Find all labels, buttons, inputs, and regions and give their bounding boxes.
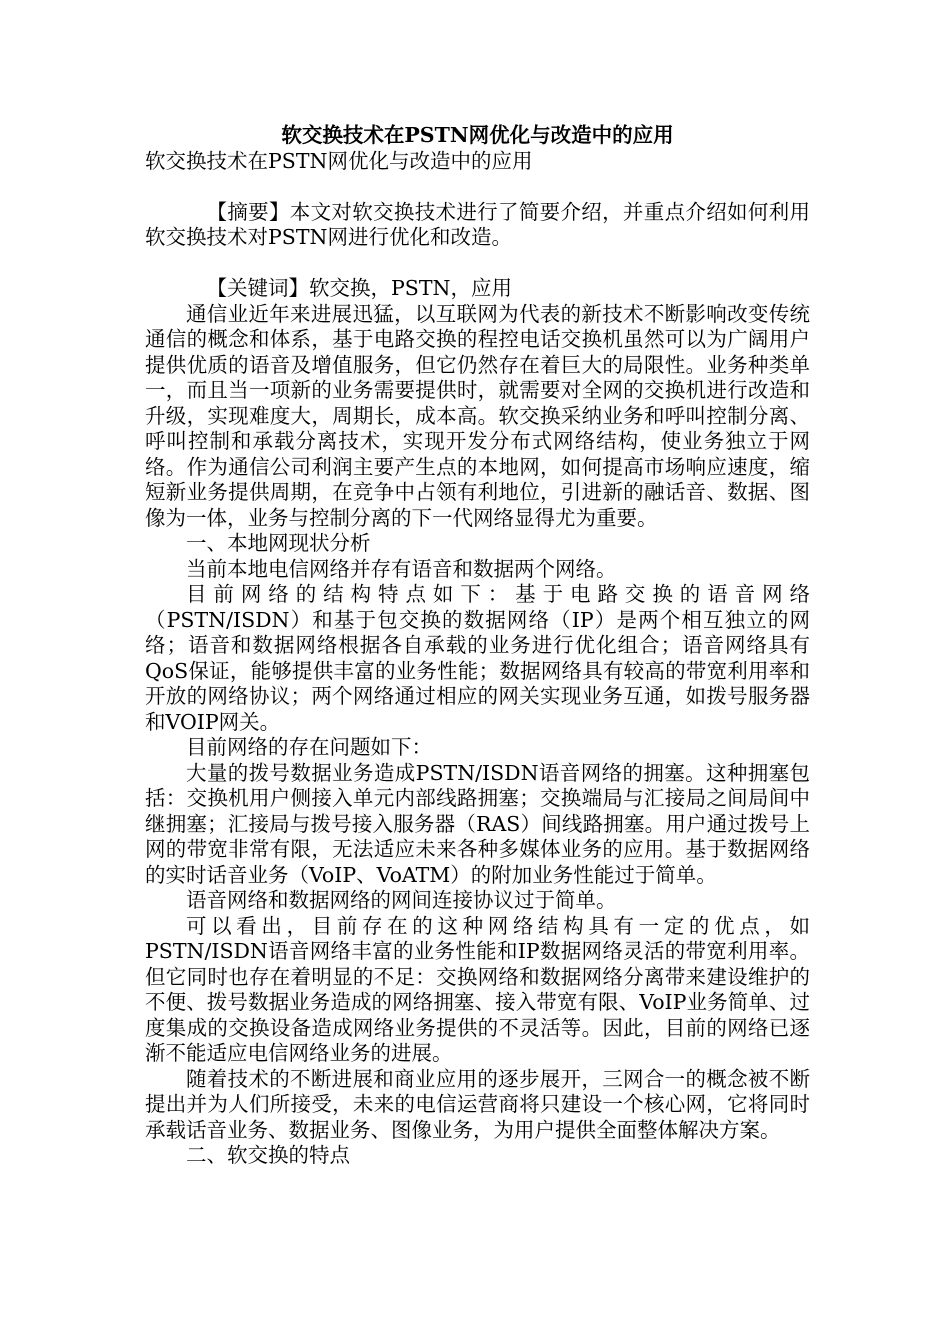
- section-heading: 一、本地网现状分析: [186, 531, 371, 555]
- body-paragraph: 通信业近年来进展迅猛，以互联网为代表的新技术不断影响改变传统通信的概念和体系，基于电路交换的程控电话交换机虽然可以为广阔用户提供优质的语音及增值服务，但它仍然存在着巨大的局限性。业务种类单一，而且当一项新的业务需要提供时，就需要对全网的交换机进行改造和升级，实现难度大，周期长，成本高。软交换采纳业务和呼叫控制分离、呼叫控制和承载分离技术，实现开发分布式网络结构，使业务独立于网络。作为通信公司利润主要产生点的本地网，如何提高市场响应速度，缩短新业务提供周期，在竞争中占领有利地位，引进新的融话音、数据、图像为一体，业务与控制分离的下一代网络显得尤为重要。: [145, 301, 810, 530]
- spacer: [145, 174, 810, 200]
- section-heading: 二、软交换的特点: [186, 1143, 350, 1167]
- body-paragraph: 大量的拨号数据业务造成PSTN/ISDN语音网络的拥塞。这种拥塞包括：交换机用户侧接入单元内部线路拥塞；交换端局与汇接局之间局间中继拥塞；汇接局与拨号接入服务器（RAS）间线路拥塞。用户通过拨号上网的带宽非常有限，无法适应未来各种多媒体业务的应用。基于数据网络的实时话音业务（VoIP、VoATM）的附加业务性能过于简单。: [145, 760, 810, 887]
- body-paragraph: 可以看出，目前存在的这种网络结构具有一定的优点，如PSTN/ISDN语音网络丰富的业务性能和IP数据网络灵活的带宽利用率。但它同时也存在着明显的不足：交换网络和数据网络分离带来建设维护的不便、拨号数据业务造成的网络拥塞、接入带宽有限、VoIP业务简单、过度集成的交换设备造成网络业务提供的不灵活等。因此，目前的网络已逐渐不能适应电信网络业务的进展。: [145, 913, 810, 1065]
- document-page: [145, 118, 810, 1169]
- spacer: [145, 251, 810, 277]
- body-paragraph: 当前本地电信网络并存有语音和数据两个网络。: [186, 556, 617, 581]
- document-title: 软交换技术在PSTN网优化与改造中的应用: [281, 123, 674, 147]
- abstract-paragraph: 【摘要】本文对软交换技术进行了简要介绍，并重点介绍如何利用软交换技术对PSTN网进行优化和改造。: [145, 199, 810, 249]
- body-paragraph: 目前网络的存在问题如下：: [186, 735, 432, 759]
- document-subtitle: 软交换技术在PSTN网优化与改造中的应用: [145, 148, 533, 173]
- keywords-paragraph: 【关键词】软交换，PSTN，应用: [206, 276, 512, 300]
- body-paragraph: 随着技术的不断进展和商业应用的逐步展开，三网合一的概念被不断提出并为人们所接受，未来的电信运营商将只建设一个核心网，它将同时承载话音业务、数据业务、图像业务，为用户提供全面整体解决方案。: [145, 1066, 810, 1142]
- body-paragraph: 语音网络和数据网络的网间连接协议过于简单。: [186, 888, 617, 912]
- body-paragraph: 目前网络的结构特点如下：基于电路交换的语音网络（PSTN/ISDN）和基于包交换的数据网络（IP）是两个相互独立的网络；语音和数据网络根据各自承载的业务进行优化组合；语音网络具有QoS保证，能够提供丰富的业务性能；数据网络具有较高的带宽利用率和开放的网络协议；两个网络通过相应的网关实现业务互通，如拨号服务器和VOIP网关。: [145, 582, 810, 734]
